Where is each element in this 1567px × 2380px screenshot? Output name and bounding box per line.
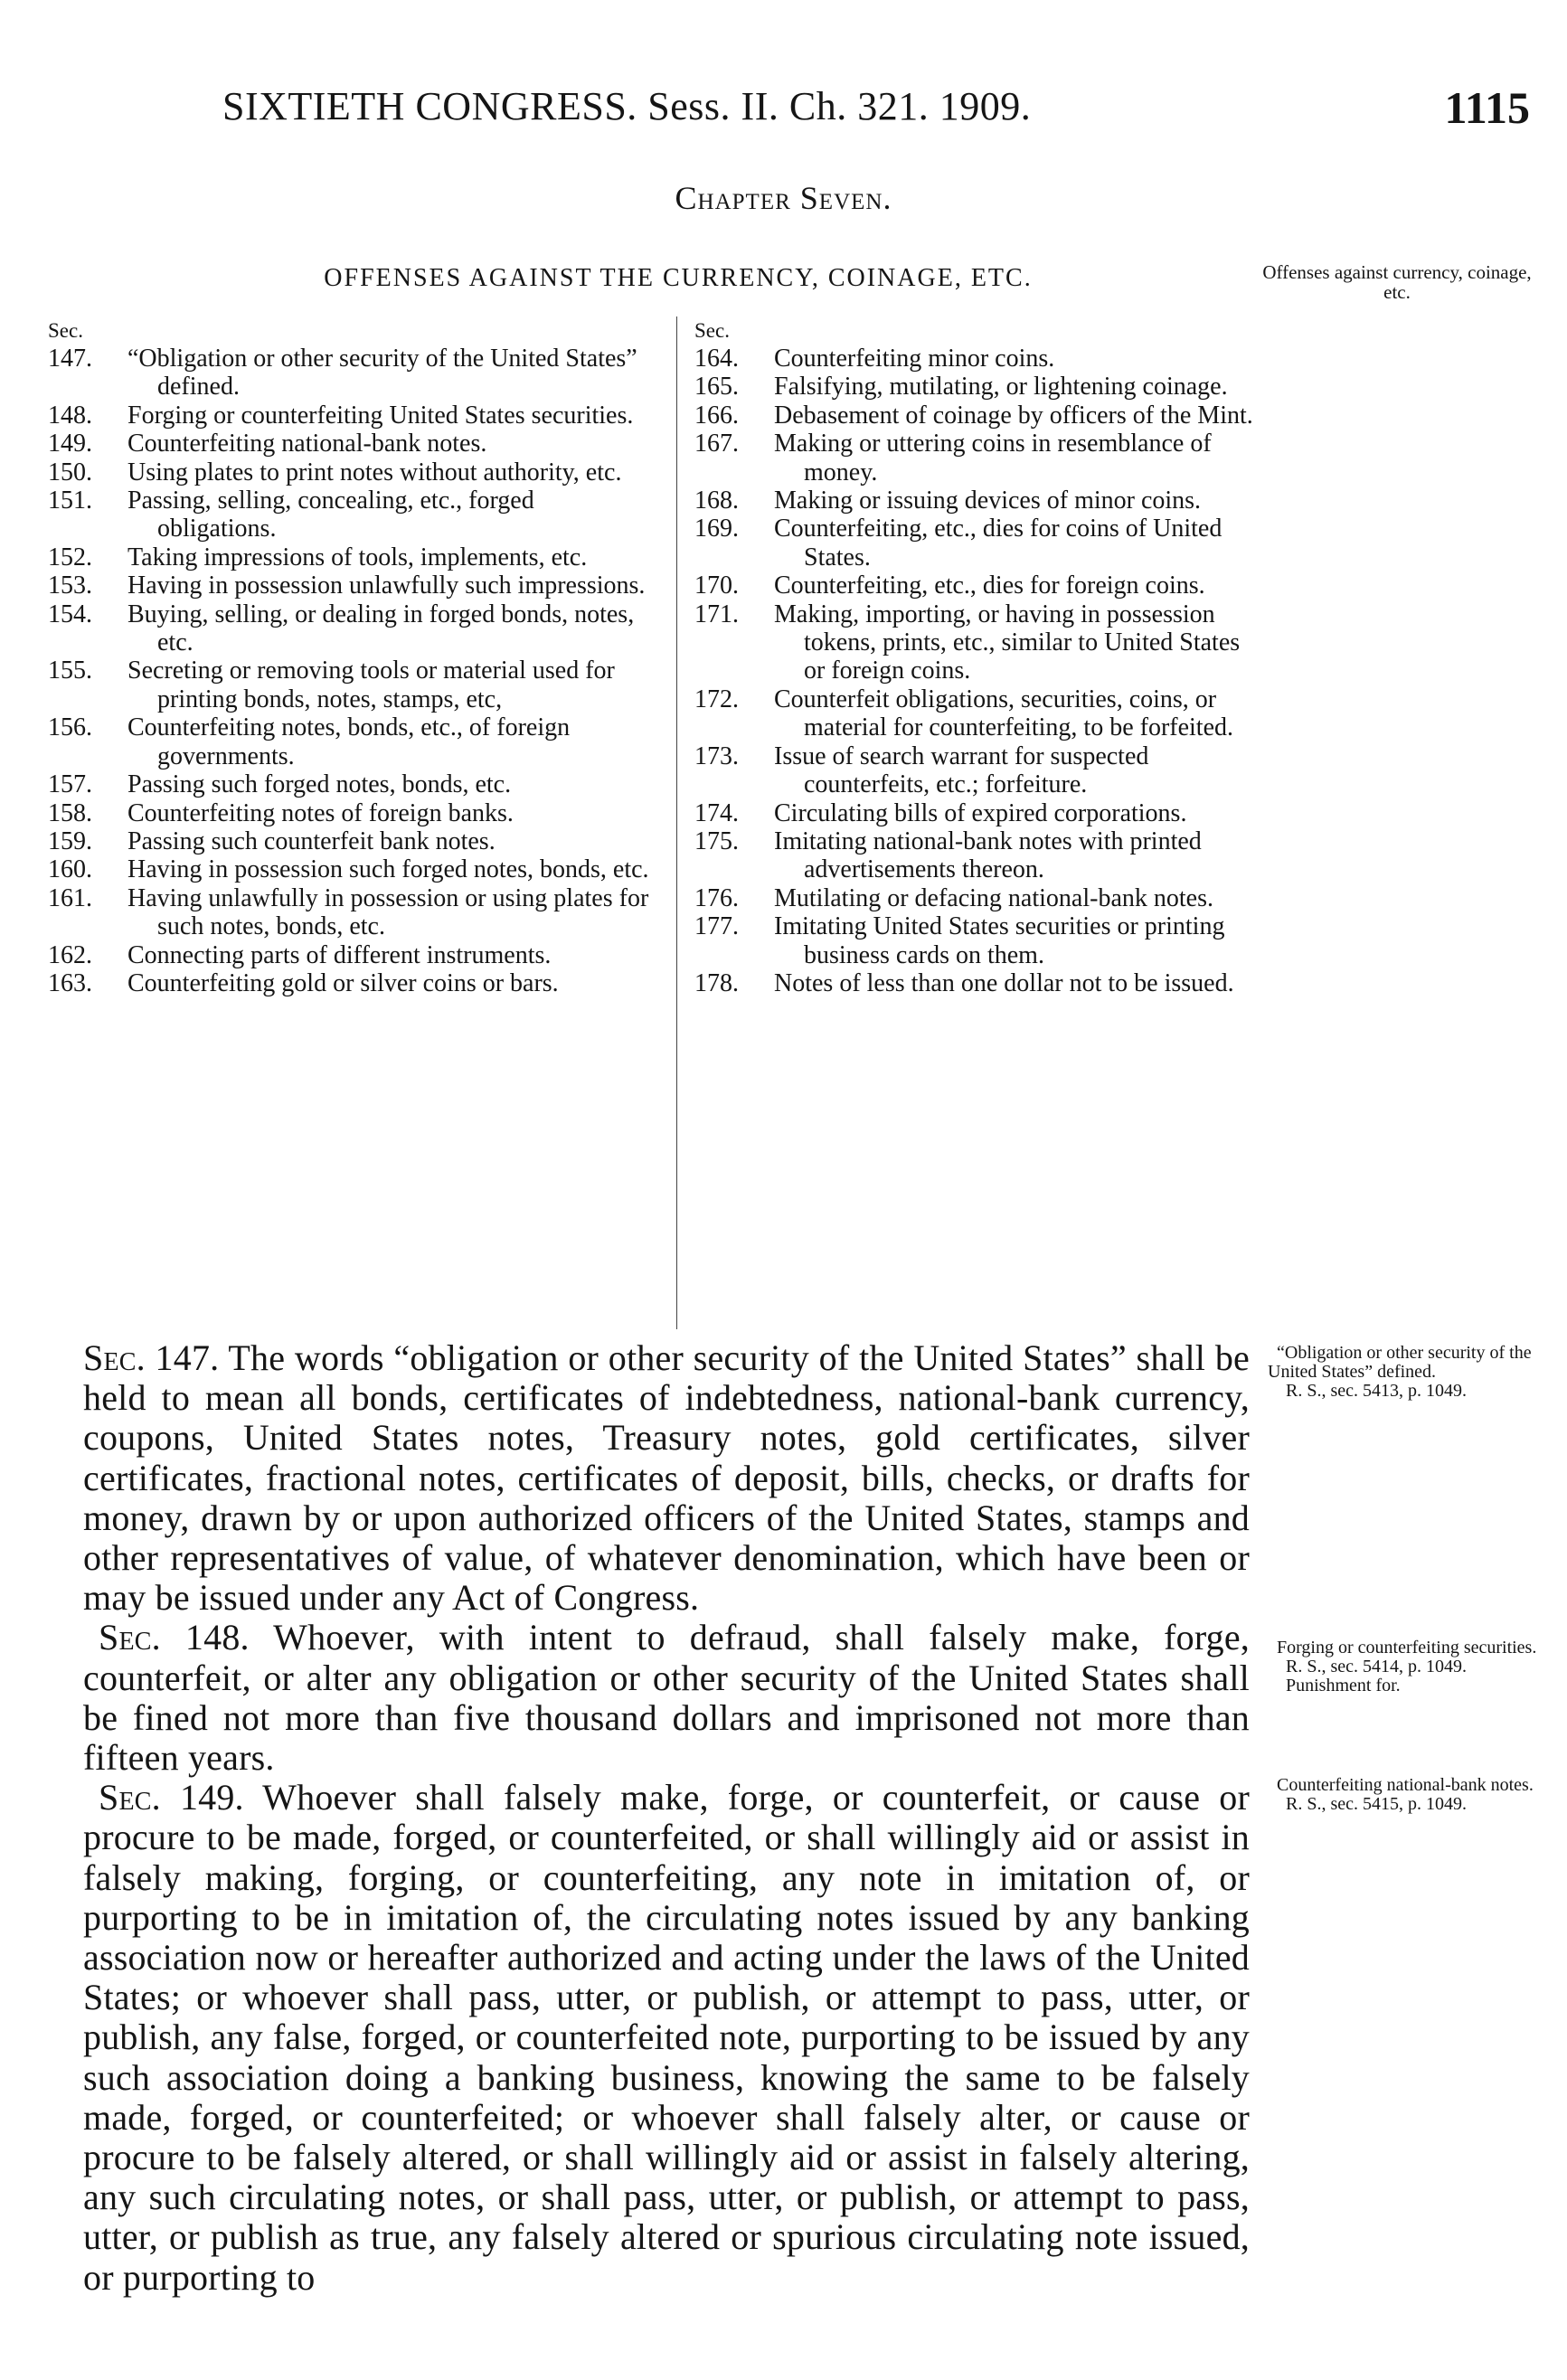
toc-entry	[48, 458, 656, 486]
toc-section-title: Passing such counterfeit bank notes.	[127, 826, 496, 855]
margin-note-punishment: Punishment for.	[1286, 1676, 1401, 1695]
section-148	[83, 1618, 1250, 1778]
toc-section-title: Passing such forged notes, bonds, etc.	[127, 770, 512, 799]
subject-heading: OFFENSES AGAINST THE CURRENCY, COINAGE, ETC.	[324, 264, 1033, 292]
toc-entry	[48, 656, 656, 713]
toc-section-number: 165.	[694, 373, 739, 401]
toc-section-title: Counterfeiting notes of foreign banks.	[127, 798, 514, 827]
toc-section-title: Imitating national-bank notes with printed advertisements thereon.	[774, 826, 1202, 884]
toc-section-number: 161.	[48, 883, 92, 912]
toc-section-number: 167.	[694, 430, 739, 458]
toc-column-rule	[676, 316, 677, 1329]
toc-left-list	[48, 345, 656, 997]
toc-section-number: 173.	[694, 741, 739, 770]
toc-entry	[48, 770, 656, 798]
section-text: Whoever shall falsely make, forge, or counterfeit, or cause or procure to be made, forged, or counterfeited, or shall willingly aid or assist in falsely making, forging, or counterfeiting, any note in imitation of, or purporting to be in imitation of, the circulating notes issued by any banking association now or hereafter authorized and acting under the laws of the United States; or whoever shall pass, utter, or publish, or attempt to pass, utter, or publish, any false, forged, or counterfeited note, purporting to be issued by any such association doing a banking business, knowing the same to be falsely made, forged, or counterfeited; or whoever shall falsely alter, or cause or procure to be falsely altered, or shall willingly aid or assist in falsely altering, any such circulating notes, or shall pass, utter, or publish, or attempt to pass, utter, or publish as true, any falsely altered or spurious circulating note issued, or purporting to	[83, 1777, 1250, 2298]
toc-entry	[48, 884, 656, 941]
statute-body	[83, 1338, 1250, 2298]
toc-section-number: 163.	[48, 968, 92, 997]
toc-section-number: 153.	[48, 571, 92, 600]
toc-right-column	[694, 316, 1264, 997]
toc-section-title: Forging or counterfeiting United States securities.	[127, 401, 634, 430]
toc-section-number: 147.	[48, 345, 92, 373]
margin-note-reference: R. S., sec. 5414, p. 1049.	[1286, 1657, 1467, 1676]
section-number: Sec. 147.	[83, 1337, 220, 1378]
toc-section-number: 160.	[48, 855, 92, 884]
toc-section-title: Having unlawfully in possession or using plates for such notes, bonds, etc.	[127, 883, 649, 941]
toc-section-title: Connecting parts of different instruments.	[127, 940, 552, 969]
margin-note-title: Counterfeiting national-bank notes.	[1277, 1775, 1534, 1795]
toc-section-title: Secreting or removing tools or material used for printing bonds, notes, stamps, etc,	[127, 656, 615, 713]
toc-section-number: 174.	[694, 798, 739, 827]
toc-section-title: Buying, selling, or dealing in forged bonds, notes, etc.	[127, 600, 635, 657]
toc-section-title: Making or uttering coins in resemblance of money.	[774, 430, 1212, 486]
margin-note-chapter: Offenses against currency, coinage, etc.	[1262, 261, 1532, 303]
toc-section-number: 172.	[694, 685, 739, 713]
toc-section-title: Issue of search warrant for suspected counterfeits, etc.; forfeiture.	[774, 741, 1149, 799]
toc-entry	[48, 486, 656, 543]
margin-note-149	[1268, 1776, 1539, 1814]
toc-section-number: 150.	[48, 458, 92, 486]
toc-entry	[48, 827, 656, 855]
toc-entry	[694, 884, 1264, 912]
toc-entry	[694, 373, 1264, 401]
toc-entry	[694, 685, 1264, 742]
toc-section-title: Mutilating or defacing national-bank notes.	[774, 883, 1213, 912]
toc-entry	[694, 969, 1264, 997]
toc-section-number: 157.	[48, 770, 92, 799]
toc-section-title: Counterfeiting gold or silver coins or bars.	[127, 968, 559, 997]
toc-section-number: 159.	[48, 826, 92, 855]
toc-section-number: 151.	[48, 486, 92, 515]
toc-section-title: Having in possession unlawfully such impressions.	[127, 571, 646, 600]
toc-entry	[48, 713, 656, 770]
toc-section-number: 175.	[694, 826, 739, 855]
toc-entry	[694, 430, 1264, 486]
toc-right-list	[694, 345, 1264, 997]
toc-section-title: Counterfeiting minor coins.	[774, 345, 1055, 373]
page-number: 1115	[1444, 82, 1530, 133]
toc-section-number: 164.	[694, 345, 739, 373]
toc-section-number: 168.	[694, 486, 739, 515]
toc-entry	[694, 571, 1264, 600]
margin-note-reference: R. S., sec. 5415, p. 1049.	[1286, 1794, 1467, 1814]
running-head: SIXTIETH CONGRESS. Sess. II. Ch. 321. 1909.	[222, 84, 1032, 128]
section-number: Sec. 149.	[99, 1777, 244, 1818]
toc-section-number: 148.	[48, 401, 92, 430]
toc-sec-label: Sec.	[48, 319, 83, 342]
toc-section-number: 155.	[48, 656, 92, 685]
toc-entry	[48, 941, 656, 969]
toc-section-title: Passing, selling, concealing, etc., forged obligations.	[127, 486, 534, 543]
toc-section-number: 170.	[694, 571, 739, 600]
toc-entry	[694, 912, 1264, 969]
toc-section-title: Counterfeiting national-bank notes.	[127, 430, 487, 458]
toc-section-number: 177.	[694, 912, 739, 941]
toc-section-title: Having in possession such forged notes, bonds, etc.	[127, 855, 649, 884]
section-text: The words “obligation or other security of the United States” shall be held to mean all bonds, certificates of indebtedness, national-bank currency, coupons, United States notes, Treasury notes, gold certificates, silver certificates, fractional notes, certificates of deposit, bills, checks, or drafts for money, drawn by or upon authorized officers of the United States, stamps and other representatives of value, of whatever denomination, which have been or may be issued under any Act of Congress.	[83, 1337, 1250, 1619]
toc-entry	[48, 401, 656, 430]
toc-sec-label: Sec.	[694, 319, 730, 342]
toc-section-number: 166.	[694, 401, 739, 430]
toc-entry	[694, 827, 1264, 884]
toc-section-number: 169.	[694, 515, 739, 543]
toc-section-title: Debasement of coinage by officers of the Mint.	[774, 401, 1253, 430]
section-147	[83, 1338, 1250, 1618]
toc-section-title: Circulating bills of expired corporations.	[774, 798, 1187, 827]
toc-entry	[694, 600, 1264, 685]
toc-section-title: Notes of less than one dollar not to be issued.	[774, 968, 1234, 997]
toc-section-number: 176.	[694, 883, 739, 912]
toc-section-title: “Obligation or other security of the United States” defined.	[127, 345, 637, 401]
section-number: Sec. 148.	[99, 1617, 250, 1658]
toc-section-title: Making or issuing devices of minor coins.	[774, 486, 1202, 515]
section-149	[83, 1778, 1250, 2298]
toc-entry	[694, 515, 1264, 571]
toc-section-number: 149.	[48, 430, 92, 458]
chapter-title: Chapter Seven.	[675, 180, 892, 216]
toc-entry	[48, 855, 656, 883]
toc-entry	[48, 600, 656, 657]
toc-entry	[694, 401, 1264, 430]
section-text: Whoever, with intent to defraud, shall falsely make, forge, counterfeit, or alter any obligation or other security of the United States shall be fined not more than five thousand dollars and imprisoned not more than fifteen years.	[83, 1617, 1250, 1779]
toc-section-number: 154.	[48, 600, 92, 628]
toc-section-title: Taking impressions of tools, implements, etc.	[127, 543, 588, 571]
toc-left-column	[48, 316, 656, 997]
toc-section-number: 156.	[48, 713, 92, 742]
margin-note-title: “Obligation or other security of the United States” defined.	[1268, 1343, 1532, 1382]
toc-entry	[694, 799, 1264, 827]
margin-note-reference: R. S., sec. 5413, p. 1049.	[1286, 1381, 1467, 1401]
toc-entry	[48, 799, 656, 827]
toc-section-title: Counterfeiting, etc., dies for foreign coins.	[774, 571, 1205, 600]
toc-section-number: 152.	[48, 543, 92, 571]
margin-note-title: Forging or counterfeiting securities.	[1277, 1638, 1537, 1658]
toc-entry	[694, 742, 1264, 799]
toc-entry	[48, 571, 656, 600]
toc-entry	[48, 345, 656, 401]
toc-section-title: Counterfeiting notes, bonds, etc., of foreign governments.	[127, 713, 571, 770]
toc-section-number: 162.	[48, 940, 92, 969]
toc-section-title: Counterfeit obligations, securities, coins, or material for counterfeiting, to be forfeited.	[774, 685, 1234, 742]
margin-note-147	[1268, 1344, 1539, 1401]
toc-section-title: Making, importing, or having in possession tokens, prints, etc., similar to United States or foreign coins.	[774, 600, 1241, 685]
toc-section-number: 178.	[694, 968, 739, 997]
toc-section-title: Falsifying, mutilating, or lightening coinage.	[774, 373, 1228, 401]
toc-section-title: Imitating United States securities or printing business cards on them.	[774, 912, 1225, 969]
toc-entry	[48, 543, 656, 571]
toc-section-number: 158.	[48, 798, 92, 827]
toc-entry	[48, 969, 656, 997]
toc-entry	[48, 430, 656, 458]
margin-note-148	[1268, 1639, 1539, 1695]
toc-entry	[694, 486, 1264, 515]
toc-section-number: 171.	[694, 600, 739, 628]
toc-section-title: Using plates to print notes without authority, etc.	[127, 458, 622, 486]
toc-entry	[694, 345, 1264, 373]
toc-section-title: Counterfeiting, etc., dies for coins of United States.	[774, 515, 1222, 571]
